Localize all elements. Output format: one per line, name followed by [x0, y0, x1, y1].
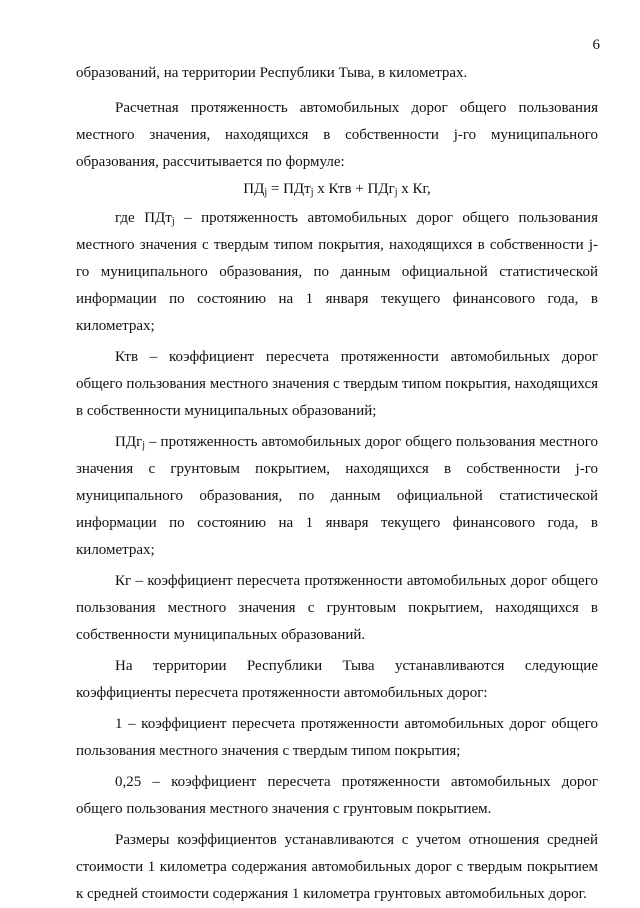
pdt-sub: j — [171, 216, 175, 227]
formula-pdg-sub: j — [394, 187, 398, 198]
paragraph-pdg-definition — [76, 429, 598, 564]
paragraph-coefficient-1: 1 – коэффициент пересчета протяженности автомобильных дорог общего пользования местного значения с твердым типом покрытия; — [76, 716, 598, 759]
formula-pd-sub: j — [264, 187, 268, 198]
formula-pdt-sub: j — [310, 187, 314, 198]
formula-mid: х Ктв + ПДг — [313, 181, 395, 197]
pdg-label: ПДг — [115, 434, 143, 450]
formula-pd: ПД — [243, 181, 265, 197]
pdt-label: где ПДт — [115, 210, 172, 226]
paragraph-calculation-intro: Расчетная протяженность автомобильных дорог общего пользования местного значения, находящихся в собственности j-го муниципального образования, рассчитывается по формуле: — [76, 100, 598, 170]
paragraph-coefficient-sizes: Размеры коэффициентов устанавливаются с учетом отношения средней стоимости 1 километра содержания автомобильных дорог с твердым покрытием к средней стоимости содержания 1 километра грунтовых автомобильных дорог. — [76, 832, 598, 902]
pdg-sub: j — [142, 440, 145, 451]
pdg-text: – протяженность автомобильных дорог общего пользования местного значения с грунтовым покрытием, находящихся в собственности j-го муниципального образования, по данным официальной статистической информации по состоянию на 1 января текущего финансового года, в километрах; — [76, 434, 598, 558]
page-number: 6 — [592, 37, 600, 53]
paragraph-kg-definition: Кг – коэффициент пересчета протяженности автомобильных дорог общего пользования местного значения с грунтовым покрытием, находящихся в собственности муниципальных образований. — [76, 573, 598, 643]
document-body — [76, 60, 598, 908]
formula-eq: = ПДт — [267, 181, 311, 197]
formula-end: х Кг, — [397, 181, 431, 197]
paragraph-coefficients-intro: На территории Республики Тыва устанавливаются следующие коэффициенты пересчета протяженности автомобильных дорог: — [76, 658, 598, 701]
paragraph-pdt-definition — [76, 205, 598, 340]
paragraph-ktv-definition: Ктв – коэффициент пересчета протяженности автомобильных дорог общего пользования местного значения с твердым типом покрытия, находящихся в собственности муниципальных образований; — [76, 349, 598, 419]
formula — [76, 176, 598, 203]
pdt-text: – протяженность автомобильных дорог общего пользования местного значения с твердым типом покрытия, находящихся в собственности j-го муниципального образования, по данным официальной статистической информации по состоянию на 1 января текущего финансового года, в километрах; — [76, 210, 598, 334]
paragraph-continuation: образований, на территории Республики Тыва, в километрах. — [76, 65, 468, 81]
paragraph-coefficient-025: 0,25 – коэффициент пересчета протяженности автомобильных дорог общего пользования местного значения с грунтовым покрытием. — [76, 774, 598, 817]
